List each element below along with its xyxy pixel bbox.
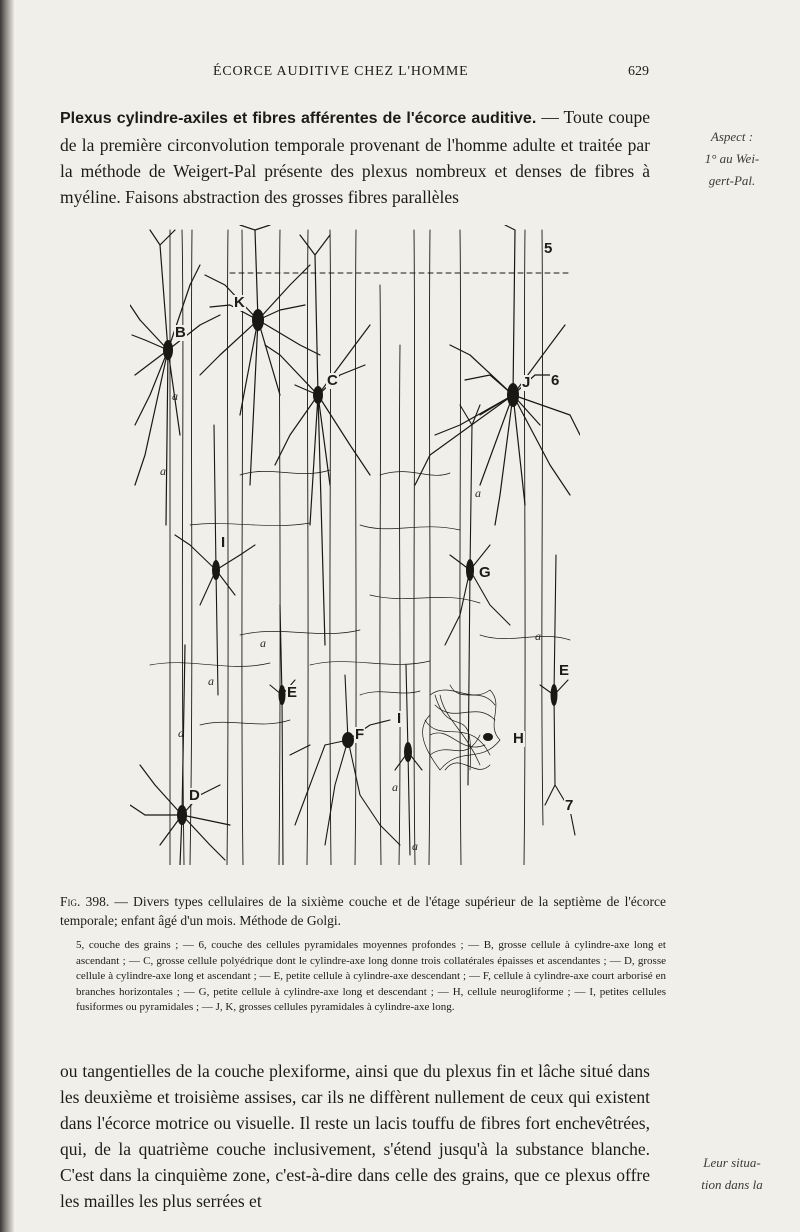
margin-note-situation xyxy=(672,1152,792,1196)
paragraph-text: — Toute coupe de la première circonvolution temporale provenant de l'homme adulte et traitée par la méthode de Weigert-Pal présente des plexus nombreux et denses de fibres à myéline. Faisons abstraction des grosses fibres parallèles xyxy=(60,107,650,207)
page-header xyxy=(0,64,800,84)
margin-note-line: Aspect : xyxy=(710,129,754,144)
label-axon-a: a xyxy=(535,629,541,643)
margin-note-line: 1° au Wei- xyxy=(704,151,760,166)
figure-398-neurons xyxy=(130,225,580,865)
label-cell-f: F xyxy=(355,726,365,743)
figure-legend: 5, couche des grains ; — 6, couche des cellules pyramidales moyennes profondes ; — B, grosse cellule à cylindre-axe long et ascendant ; — C, grosse cellule polyédrique dont le cylindre-axe long donne trois collatérales épaisses et ascendantes ; — D, grosse cellule à cylindre-axe long et ascendant ; — E, petite cellule à cylindre-axe descendant ; — F, cellule à cylindre-axe court arborisé en branches horizontales ; — G, petite cellule à cylindre-axe long et descendant ; — H, cellule neurogliforme ; — I, petites cellules fusiformes ou pyramidales ; — J, K, grosses cellules pyramidales à cylindre-axe long. xyxy=(76,939,666,1013)
caption-text: — Divers types cellulaires de la sixième couche et de l'étage supérieur de la septième de l'écorce temporale; enfant âgé d'un mois. Méthode de Golgi. xyxy=(60,894,666,928)
label-cell-k: K xyxy=(234,294,245,311)
margin-note-line: tion dans la xyxy=(701,1177,763,1192)
figure-number: Fig. 398. xyxy=(60,894,110,909)
paragraph-plexus xyxy=(60,104,650,210)
label-axon-a: a xyxy=(208,674,214,688)
label-cell-d: D xyxy=(189,787,200,804)
margin-note-aspect xyxy=(672,126,792,192)
label-cell-e: E xyxy=(287,684,298,701)
label-axon-a: a xyxy=(160,464,166,478)
label-cell-b: B xyxy=(175,324,186,341)
label-cell-h: H xyxy=(513,730,524,747)
margin-note-line: gert-Pal. xyxy=(708,173,756,188)
figure-caption xyxy=(60,892,666,930)
margin-note-line: Leur situa- xyxy=(703,1155,761,1170)
label-cell-j: J xyxy=(522,374,531,391)
label-axon-a: a xyxy=(172,389,178,403)
label-cell-g: G xyxy=(479,564,491,581)
label-layer-7: 7 xyxy=(565,797,574,814)
page-number: 629 xyxy=(628,64,649,79)
running-title: ÉCORCE AUDITIVE CHEZ L'HOMME xyxy=(213,64,469,79)
section-heading: Plexus cylindre-axiles et fibres afférentes de l'écorce auditive. xyxy=(60,110,537,127)
label-axon-a: a xyxy=(178,726,184,740)
label-axon-a: a xyxy=(475,486,481,500)
label-cell-e-right: E xyxy=(559,662,570,679)
binding-shadow xyxy=(0,0,14,1232)
label-layer-6: 6 xyxy=(551,372,560,389)
label-axon-a: a xyxy=(392,780,398,794)
neuron-drawing xyxy=(130,225,580,865)
label-cell-i-second: I xyxy=(397,710,402,727)
paragraph-continuation: ou tangentielles de la couche plexiforme, ainsi que du plexus fin et lâche situé dans les deuxième et troisième assises, car ils ne diffèrent nullement de ceux qui existent dans l'écorce motrice ou visuelle. Il reste un lacis touffu de fibres fort enchevêtrées, qui, de la quatrième couche inclusivement, s'étend jusqu'à la substance blanche. C'est dans la cinquième zone, c'est-à-dire dans celle des grains, que ce plexus offre les mailles les plus serrées et xyxy=(60,1061,650,1211)
label-axon-a: a xyxy=(260,636,266,650)
label-layer-5: 5 xyxy=(544,240,553,257)
label-axon-a: a xyxy=(412,839,418,853)
label-cell-i: I xyxy=(221,534,226,551)
label-cell-c: C xyxy=(327,372,338,389)
